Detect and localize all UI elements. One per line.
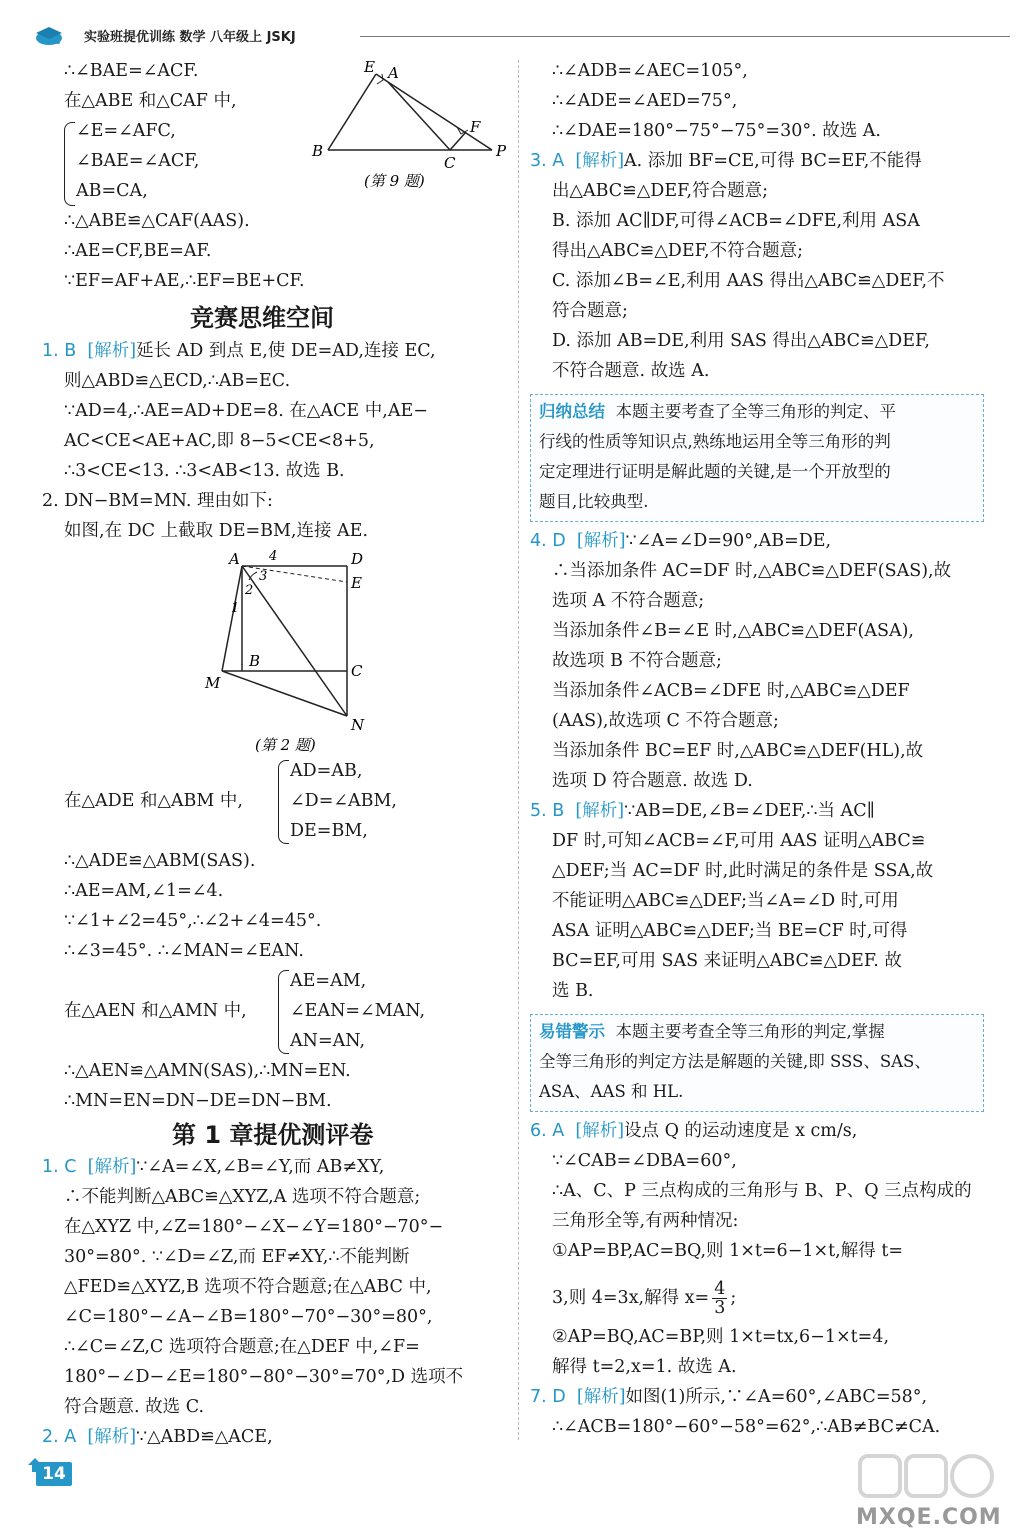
text-line: AB=CA,	[76, 181, 148, 201]
text-line: ②AP=BQ,AC=BP,则 1×t=tx,6−1×t=4,	[552, 1327, 890, 1347]
question-number: 4. D	[530, 531, 566, 551]
text-line: 全等三角形的判定方法是解题的关键,即 SSS、SAS、	[539, 1052, 931, 1071]
text-line: D. 添加 AB=DE,利用 SAS 得出△ABC≌△DEF,	[552, 331, 930, 351]
column-divider	[518, 60, 519, 1440]
question-number: 7. D	[530, 1387, 566, 1407]
text-line: ∵∠A=∠X,∠B=∠Y,而 AB≠XY,	[136, 1157, 385, 1177]
text-line: 故选项 B 不符合题意;	[552, 651, 722, 671]
warning-note-heading: 易错警示	[539, 1022, 605, 1041]
text-line: 在△AEN 和△AMN 中,	[64, 1001, 247, 1021]
text-line: ①AP=BP,AC=BQ,则 1×t=6−1×t,解得 t=	[552, 1241, 904, 1261]
text-line: ∵∠CAB=∠DBA=60°,	[552, 1151, 737, 1171]
text-line: AE=AM,	[290, 971, 367, 991]
page-header	[30, 24, 990, 48]
text-line: 当添加条件 BC=EF 时,△ABC≌△DEF(HL),故	[552, 741, 924, 761]
text-line: ∠EAN=∠MAN,	[290, 1001, 426, 1021]
analysis-tag: [解析]	[87, 1157, 137, 1177]
text-line: 2. DN−BM=MN. 理由如下:	[42, 491, 273, 511]
analysis-tag: [解析]	[87, 1427, 137, 1447]
fig2-angle-1: 1	[231, 601, 240, 616]
text-line: ∴AE=CF,BE=AF.	[64, 241, 212, 261]
summary-note-box	[530, 394, 984, 522]
text-line: ∴∠ADE=∠AED=75°,	[552, 91, 738, 111]
figure-2-square	[197, 546, 372, 756]
text-line: ∴∠ADB=∠AEC=105°,	[552, 61, 748, 81]
analysis-tag: [解析]	[575, 801, 625, 821]
text-line: 3,则 4=3x,解得 x=	[552, 1288, 710, 1308]
text-line: 选项 A 不符合题意;	[552, 591, 705, 611]
text-line: AD=AB,	[290, 761, 363, 781]
question-number: 2. A	[42, 1427, 77, 1447]
fig9-caption: (第 9 题)	[364, 172, 425, 190]
text-line: 在△XYZ 中,∠Z=180°−∠X−∠Y=180°−70°−	[64, 1217, 444, 1237]
analysis-tag: [解析]	[87, 341, 137, 361]
page-number: 14	[36, 1462, 72, 1486]
text-line: ∵EF=AF+AE,∴EF=BE+CF.	[64, 271, 305, 291]
header-rule	[360, 36, 1010, 37]
text-line: 三角形全等,有两种情况:	[552, 1211, 739, 1231]
text-line: ∠E=∠AFC,	[76, 121, 176, 141]
text-line: ∵∠1+∠2=45°,∴∠2+∠4=45°.	[64, 911, 322, 931]
text-line: △FED≌△XYZ,B 选项不符合题意;在△ABC 中,	[64, 1277, 432, 1297]
graduation-cap-icon	[34, 24, 64, 46]
fig2-label-e: E	[351, 574, 362, 592]
text-line: 定定理进行证明是解此题的关键,是一个开放型的	[539, 462, 891, 481]
analysis-tag: [解析]	[575, 1121, 625, 1141]
fig2-label-d: D	[351, 550, 364, 568]
fig9-label-a: A	[388, 64, 399, 82]
text-line: ;	[730, 1288, 737, 1308]
fig2-label-m: M	[205, 674, 221, 692]
text-line: C. 添加∠B=∠E,利用 AAS 得出△ABC≌△DEF,不	[552, 271, 945, 291]
text-line: AN=AN,	[290, 1031, 366, 1051]
fig2-angle-2: 2	[245, 583, 254, 598]
text-line: ∴当添加条件 AC=DF 时,△ABC≌△DEF(SAS),故	[552, 561, 952, 581]
text-line: 在△ADE 和△ABM 中,	[64, 791, 243, 811]
text-line: BC=EF,可用 SAS 来证明△ABC≌△DEF. 故	[552, 951, 902, 971]
text-line: ∴MN=EN=DN−DE=DN−BM.	[64, 1091, 332, 1111]
text-line: DE=BM,	[290, 821, 368, 841]
text-line: ∴∠3=45°. ∴∠MAN=∠EAN.	[64, 941, 304, 961]
text-line: 如图,在 DC 上截取 DE=BM,连接 AE.	[64, 521, 369, 541]
text-line: ∵∠A=∠D=90°,AB=DE,	[625, 531, 832, 551]
fig9-label-p: P	[496, 142, 507, 160]
text-line: 本题主要考查全等三角形的判定,掌握	[615, 1022, 885, 1041]
text-line: A. 添加 BF=CE,可得 BC=EF,不能得	[624, 151, 922, 171]
section-title-competition: 竞赛思维空间	[190, 304, 334, 332]
fig2-caption: (第 2 题)	[255, 736, 316, 754]
text-line: ∴△ADE≌△ABM(SAS).	[64, 851, 256, 871]
fig2-label-c: C	[351, 662, 363, 680]
text-line: △DEF;当 AC=DF 时,此时满足的条件是 SSA,故	[552, 861, 934, 881]
question-number: 3. A	[530, 151, 565, 171]
text-line: 出△ABC≌△DEF,符合题意;	[552, 181, 768, 201]
text-line: 本题主要考查了全等三角形的判定、平	[615, 402, 896, 421]
text-line: 如图(1)所示,∵∠A=60°,∠ABC=58°,	[625, 1387, 928, 1407]
fig2-label-a: A	[229, 550, 240, 568]
text-line: ∵△ABD≌△ACE,	[136, 1427, 273, 1447]
analysis-tag: [解析]	[576, 531, 626, 551]
text-line: ASA 证明△ABC≌△DEF;当 BE=CF 时,可得	[552, 921, 908, 941]
book-title: 实验班提优训练 数学 八年级上 JSKJ	[84, 30, 296, 45]
fig9-label-e: E	[364, 60, 375, 76]
warning-note-box	[530, 1014, 984, 1112]
text-line: ∵AD=4,∴AE=AD+DE=8. 在△ACE 中,AE−	[64, 401, 428, 421]
section-title-chapter-test: 第 1 章提优测评卷	[172, 1121, 374, 1149]
text-line: ∴不能判断△ABC≌△XYZ,A 选项不符合题意;	[64, 1187, 421, 1207]
text-line: ∴A、C、P 三点构成的三角形与 B、P、Q 三点构成的	[552, 1181, 972, 1201]
text-line: ∴3<CE<13. ∴3<AB<13. 故选 B.	[64, 461, 345, 481]
text-line: 不能证明△ABC≌△DEF;当∠A=∠D 时,可用	[552, 891, 899, 911]
text-line: ∠BAE=∠ACF,	[76, 151, 200, 171]
text-line: ASA、AAS 和 HL.	[539, 1082, 684, 1101]
text-line: ∴△ABE≌△CAF(AAS).	[64, 211, 250, 231]
text-line: ∴△AEN≌△AMN(SAS),∴MN=EN.	[64, 1061, 351, 1081]
fig2-angle-3: 3	[259, 569, 268, 584]
text-line: AC<CE<AE+AC,即 8−5<CE<8+5,	[64, 431, 375, 451]
text-line: 在△ABE 和△CAF 中,	[64, 91, 237, 111]
question-number: 1. B	[42, 341, 77, 361]
fraction-denominator: 3	[714, 1298, 726, 1318]
text-line: ∴∠ACB=180°−60°−58°=62°,∴AB≠BC≠CA.	[552, 1417, 941, 1437]
page-number-badge	[28, 1458, 78, 1488]
text-line: 选项 D 符合题意. 故选 D.	[552, 771, 753, 791]
question-number: 5. B	[530, 801, 565, 821]
figure-9-triangle	[310, 60, 510, 190]
analysis-tag: [解析]	[575, 151, 625, 171]
brace	[278, 970, 289, 1054]
text-line: 180°−∠D−∠E=180°−80°−30°=70°,D 选项不	[64, 1367, 464, 1387]
text-line: 题目,比较典型.	[539, 492, 649, 511]
text-line: 则△ABD≌△ECD,∴AB=EC.	[64, 371, 291, 391]
text-line: 不符合题意. 故选 A.	[552, 361, 710, 381]
brace	[64, 122, 75, 206]
text-line: DF 时,可知∠ACB=∠F,可用 AAS 证明△ABC≌	[552, 831, 926, 851]
text-line: 行线的性质等知识点,熟练地运用全等三角形的判	[539, 432, 891, 451]
analysis-tag: [解析]	[576, 1387, 626, 1407]
text-line: ∴∠C=∠Z,C 选项符合题意;在△DEF 中,∠F=	[64, 1337, 420, 1357]
text-line: ∴∠BAE=∠ACF.	[64, 61, 199, 81]
question-number: 1. C	[42, 1157, 77, 1177]
text-line: 符合题意;	[552, 301, 628, 321]
fig9-label-b: B	[312, 142, 324, 160]
fraction-numerator: 4	[714, 1279, 726, 1299]
text-line: 设点 Q 的运动速度是 x cm/s,	[624, 1121, 858, 1141]
text-line: 得出△ABC≌△DEF,不符合题意;	[552, 241, 803, 261]
summary-note-heading: 归纳总结	[539, 402, 605, 421]
text-line: 当添加条件∠B=∠E 时,△ABC≌△DEF(ASA),	[552, 621, 914, 641]
text-line: 选 B.	[552, 981, 594, 1001]
watermark-text: MXQE.COM	[856, 1505, 1002, 1530]
text-line: 当添加条件∠ACB=∠DFE 时,△ABC≌△DEF	[552, 681, 910, 701]
text-line: ∴AE=AM,∠1=∠4.	[64, 881, 224, 901]
fig2-label-n: N	[351, 716, 365, 734]
text-line: ∠C=180°−∠A−∠B=180°−70°−30°=80°,	[64, 1307, 433, 1327]
text-line: ∠D=∠ABM,	[290, 791, 397, 811]
text-line: 符合题意. 故选 C.	[64, 1397, 205, 1417]
text-line: 30°=80°. ∵∠D=∠Z,而 EF≠XY,∴不能判断	[64, 1247, 410, 1267]
fig9-label-c: C	[444, 154, 456, 172]
fig9-label-f: F	[470, 118, 481, 136]
fig2-angle-4: 4	[269, 549, 278, 564]
text-line: ∴∠DAE=180°−75°−75°=30°. 故选 A.	[552, 121, 881, 141]
text-line: ∵AB=DE,∠B=∠DEF,∴当 AC∥	[624, 801, 875, 821]
brace	[278, 760, 289, 844]
text-line: (AAS),故选项 C 不符合题意;	[552, 711, 779, 731]
text-line: 解得 t=2,x=1. 故选 A.	[552, 1357, 737, 1377]
text-line: 延长 AD 到点 E,使 DE=AD,连接 EC,	[136, 341, 436, 361]
text-line: B. 添加 AC∥DF,可得∠ACB=∠DFE,利用 ASA	[552, 211, 920, 231]
fig2-label-b: B	[249, 652, 261, 670]
question-number: 6. A	[530, 1121, 565, 1141]
